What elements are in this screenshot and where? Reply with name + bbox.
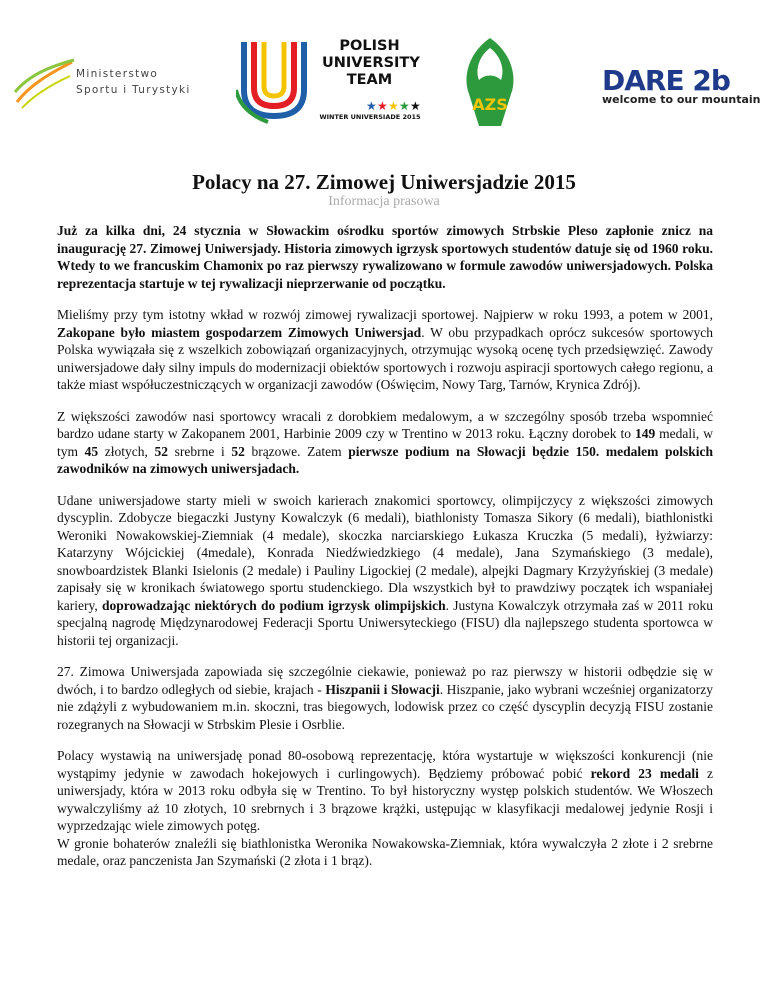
ministry-name <box>76 66 191 98</box>
p3-a: Z większości zawodów nasi sportowcy wracali z dorobkiem medalowym, a w szczególny sposób trzeba wspomnieć bardzo udane starty w Zakopanem 2001, Harbinie 2009 czy w Trentino w 2013 roku. Łączny dorobek to <box>57 408 713 441</box>
p5-b: Hiszpanii i Słowacji <box>325 681 440 697</box>
paragraph-medals <box>57 408 713 478</box>
azs-text: AZS <box>472 95 508 114</box>
paragraph-team <box>57 747 713 870</box>
ministry-line-2: Sportu i Turystyki <box>76 84 191 96</box>
svg-text:★: ★ <box>399 99 410 113</box>
p6-b: rekord 23 medali <box>590 765 699 781</box>
p3-g: srebrne i <box>167 443 232 459</box>
p2-c: . W obu przypadkach oprócz sukcesów sportowych Polska wywiązała się z wszelkich zobowiązań organizacyjnych, otrzymując wysoką ocenę tych przedsięwzięć. Zawody uniwersjadowe dały silny impuls do modernizacji obiektów sportowych i rozwoju aspiracji sportowych całego regionu, a także miast współuczestniczących w organizacji zawodów (Oświęcim, Nowy Targ, Tarnów, Krynica Zdrój). <box>57 324 713 392</box>
p3-h: 52 <box>231 443 245 459</box>
press-release-label: Informacja prasowa <box>328 194 440 209</box>
p3-f: 52 <box>154 443 168 459</box>
article-body <box>57 222 713 870</box>
p6-a: Polacy wystawią na uniwersjadę ponad 80-osobową reprezentację, która wystartuje w większości konkurencji (nie wystąpimy jedynie w zawodach hokejowych i curlingowych). Będziemy próbować pobić <box>57 748 713 781</box>
p2-b: Zakopane było miastem gospodarzem Zimowych Uniwersjad <box>57 324 422 340</box>
p6-d: W gronie bohaterów znaleźli się biathlonistka Weronika Nowakowska-Ziemniak, która wywalczyła 2 złote i 2 srebrne medale, oraz panczenista Jan Szymański (2 złota i 1 brąz). <box>57 835 713 868</box>
dare2b-tagline: welcome to our mountain <box>602 93 761 106</box>
paragraph-history <box>57 306 713 394</box>
svg-text:★: ★ <box>388 99 399 113</box>
page-title: Polacy na 27. Zimowej Uniwersjadzie 2015 <box>192 170 576 194</box>
p3-e: złotych, <box>98 443 155 459</box>
p5-c: . Hiszpanie, jako wybrani wcześniej organizatorzy nie zdążyli z wybudowaniem m.in. skoczni, tras biegowych, lodowisk przez co część dyscyplin decyzją FISU zostanie rozegranych na Słowacji w Strbskim Plesie i Osrblie. <box>57 681 713 732</box>
put-subtitle: WINTER UNIVERSIADE 2015 <box>319 113 421 121</box>
p6-c: z uniwersjady, która w 2013 roku odbyła się w Trentino. To był historyczny występ polskich studentów. We Włoszech wywalczyliśmy aż 10 złotych, 10 srebrnych i 3 brązowe krążki, ustępując w klasyfikacji medalowej jedynie Rosji i wyprzedzając wiele zimowych potęg. <box>57 765 713 833</box>
svg-text:DARE 2b: DARE 2b <box>602 64 730 97</box>
p4-a: Udane uniwersjadowe starty mieli w swoich karierach znakomici sportowcy, olimpijczycy z większości zimowych dyscyplin. Zdobycze biegaczki Justyny Kowalczyk (6 medali), biathlonisty Tomasza Sikory (6 medali), biathlonistki Weroniki Nowakowskiej-Ziemniak (4 medale), skoczka narciarskiego Łukasza Kruczka (5 medali), łyżwiarzy: Katarzyny Wójcickiej (4medale), Konrada Niedźwiedzkiego (4 medale), Jana Szymańskiego (3 medale), snowboardzistek Blanki Isielonis (2 medale) i Pauliny Ligockiej (2 medale), alpejki Dagmary Krzyżyńskiej (3 medale) zapisały się w kronikach światowego sportu studenckiego. Dla wszystkich był to prawdziwy początek ich wspaniałej kariery, <box>57 492 713 613</box>
put-name <box>322 38 420 89</box>
p5-a: 27. Zimowa Uniwersjada zapowiada się szczególnie ciekawie, ponieważ po raz pierwszy w historii odbędzie się w dwóch, i to bardzo odległych od siebie, krajach - <box>57 664 713 697</box>
svg-text:★: ★ <box>410 99 421 113</box>
svg-text:★: ★ <box>377 99 388 113</box>
paragraph-host <box>57 663 713 733</box>
lead-text: Już za kilka dni, 24 stycznia w Słowackim ośrodku sportów zimowych Strbskie Pleso zapłonie znicz na inaugurację 27. Zimowej Uniwersjady. Historia zimowych igrzysk sportowych studentów datuje się od 1960 roku. Wtedy to we francuskim Chamonix po raz pierwszy rywalizowano w formule zawodów uniwersjadowych. Polska reprezentacja startuje w tej rywalizacji nieprzerwanie od początku. <box>57 223 713 291</box>
p3-c: medali, w tym <box>57 426 713 459</box>
p2-a: Mieliśmy przy tym istotny wkład w rozwój zimowej rywalizacji sportowej. Najpierw w roku 1993, a potem w 2001, <box>57 307 713 322</box>
p3-j: pierwsze podium na Słowacji będzie 150. medalem polskich zawodników na zimowych uniwersjadach. <box>57 443 713 476</box>
paragraph-athletes <box>57 492 713 650</box>
p3-i: brązowe. Zatem <box>244 443 349 459</box>
header-logos <box>0 0 768 150</box>
svg-text:★: ★ <box>366 99 377 113</box>
p4-c: . Justyna Kowalczyk otrzymała zaś w 2011 roku specjalną nagrodę Międzynarodowej Federacji Sportu Uniwersyteckiego (FISU) dla najlepszego studenta sportowca w historii tej organizacji. <box>57 597 713 648</box>
p4-b: doprowadzając niektórych do podium igrzysk olimpijskich <box>102 597 446 613</box>
put-line-3: TEAM <box>346 72 393 88</box>
p3-b: 149 <box>634 426 656 441</box>
put-line-2: UNIVERSITY <box>322 55 420 71</box>
azs-logo <box>455 34 525 130</box>
ministry-line-1: Ministerstwo <box>76 68 159 80</box>
lead-paragraph <box>57 222 713 292</box>
p3-d: 45 <box>84 443 99 459</box>
put-line-1: POLISH <box>339 38 400 54</box>
